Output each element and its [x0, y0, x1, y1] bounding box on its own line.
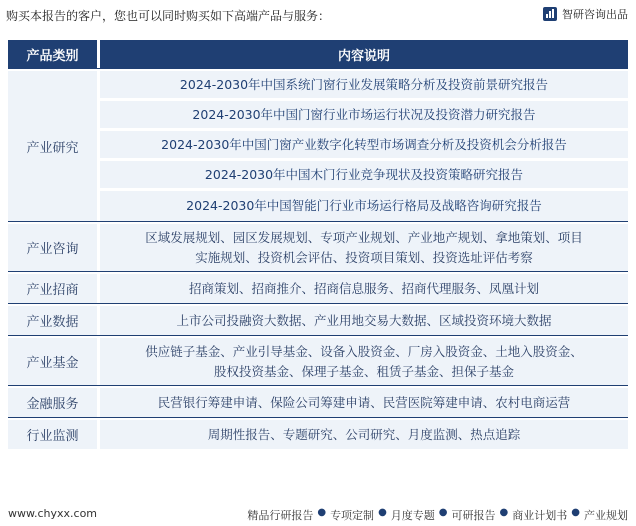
group-description — [100, 306, 628, 335]
group-industry-fund — [8, 335, 628, 385]
separator-dot-icon: ● — [438, 507, 448, 518]
group-category: 产业基金 — [8, 338, 100, 385]
service-list — [247, 507, 628, 523]
separator-dot-icon: ● — [571, 507, 580, 518]
description-line: 民营银行筹建申请、保险公司筹建申请、民营医院筹建申请、农村电商运营 — [157, 394, 571, 410]
separator-dot-icon: ● — [499, 507, 509, 518]
report-link[interactable]: 2024-2030年中国智能门行业市场运行格局及战略咨询研究报告 — [186, 198, 542, 213]
description-line: 上市公司投融资大数据、产业用地交易大数据、区域投资环境大数据 — [176, 312, 552, 328]
report-link[interactable]: 2024-2030年中国系统门窗行业发展策略分析及投资前景研究报告 — [100, 71, 628, 101]
description-line: 实施规划、投资机会评估、投资项目策划、投资选址评估考察 — [195, 249, 533, 265]
group-industry-consulting — [8, 221, 628, 271]
group-category: 产业数据 — [8, 306, 100, 335]
group-category: 金融服务 — [8, 388, 100, 417]
group-description — [100, 420, 628, 449]
report-link[interactable]: 2024-2030年中国门窗产业数字化转型市场调查分析及投资机会分析报告 — [100, 131, 628, 161]
service-item[interactable]: 商业计划书 — [512, 509, 568, 522]
group-category: 产业咨询 — [8, 224, 100, 271]
table-header — [8, 40, 628, 68]
brand-name: 智研咨询出品 — [562, 8, 628, 21]
service-item[interactable]: 专项定制 — [330, 509, 375, 522]
separator-dot-icon: ● — [317, 507, 327, 518]
service-item[interactable]: 可研报告 — [451, 509, 496, 522]
group-industry-monitoring — [8, 417, 628, 449]
group-industry-data — [8, 303, 628, 335]
group-industry-research — [8, 68, 628, 221]
report-link[interactable]: 2024-2030年中国木门行业竞争现状及投资策略研究报告 — [100, 161, 628, 191]
group-description — [100, 274, 628, 303]
top-bar — [0, 0, 636, 30]
footer — [0, 498, 636, 526]
group-category: 行业监测 — [8, 420, 100, 449]
group-description — [100, 388, 628, 417]
description-line: 股权投资基金、保理子基金、租赁子基金、担保子基金 — [213, 363, 514, 379]
service-item[interactable]: 精品行研报告 — [247, 509, 314, 522]
group-financial-services — [8, 385, 628, 417]
service-item[interactable]: 产业规划 — [584, 509, 628, 522]
separator-dot-icon: ● — [378, 507, 387, 518]
brand — [542, 6, 628, 22]
description-line: 周期性报告、专题研究、公司研究、月度监测、热点追踪 — [207, 426, 521, 442]
report-link[interactable]: 2024-2030年中国门窗行业市场运行状况及投资潜力研究报告 — [100, 101, 628, 131]
group-category: 产业招商 — [8, 274, 100, 303]
header-description: 内容说明 — [100, 40, 628, 68]
group-description — [100, 338, 628, 385]
description-line: 区域发展规划、园区发展规划、专项产业规划、产业地产规划、拿地策划、项目 — [145, 229, 583, 245]
product-table — [8, 40, 628, 449]
intro-text: 购买本报告的客户，您也可以同时购买如下高端产品与服务： — [6, 9, 331, 23]
brand-logo-icon — [542, 6, 558, 22]
description-line: 供应链子基金、产业引导基金、设备入股资金、厂房入股资金、土地入股资金、 — [145, 343, 583, 359]
group-investment-promotion — [8, 271, 628, 303]
report-list — [100, 71, 628, 221]
header-category: 产品类别 — [8, 40, 100, 68]
group-description — [100, 224, 628, 271]
group-category: 产业研究 — [8, 71, 100, 221]
site-url[interactable]: www.chyxx.com — [8, 507, 98, 520]
service-item[interactable]: 月度专题 — [390, 509, 435, 522]
description-line: 招商策划、招商推介、招商信息服务、招商代理服务、凤凰计划 — [188, 280, 539, 296]
